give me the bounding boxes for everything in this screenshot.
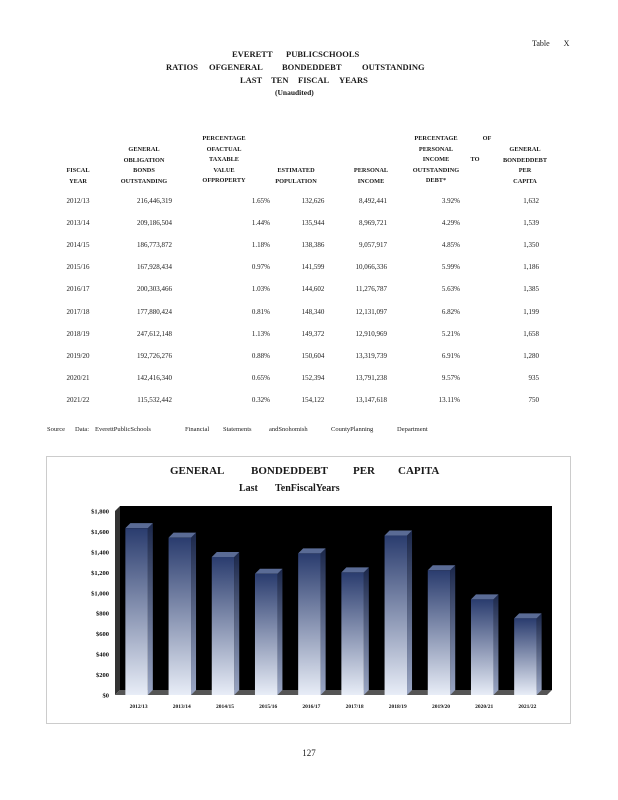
table-cell: 152,394 (301, 373, 325, 382)
table-cell: 200,303,466 (137, 285, 172, 294)
table-cell: 0.88% (251, 351, 270, 360)
table-cell: 2021/22 (66, 395, 90, 404)
source-word: Data: (75, 426, 90, 433)
header-text: POPULATION (275, 177, 317, 185)
table-cell: 177,880,424 (137, 307, 172, 316)
table-cell: 167,928,434 (137, 263, 172, 272)
x-tick-label: 2016/17 (302, 704, 321, 710)
bar (169, 538, 191, 695)
table-cell: 1,350 (523, 241, 539, 250)
table-cell: 1.65% (251, 197, 270, 205)
chart-subtitle-word: Last (239, 483, 258, 494)
header-fiscal-year (58, 166, 98, 187)
table-label (532, 39, 569, 48)
table-cell: 2014/15 (66, 241, 90, 250)
y-tick-label: $1,800 (91, 508, 109, 516)
bar (428, 570, 450, 695)
header-of: OF (482, 135, 492, 142)
table-cell: 0.65% (251, 373, 270, 382)
table-row (0, 263, 618, 273)
bar-side (148, 523, 153, 695)
table-row (0, 374, 618, 384)
y-tick-label: $200 (96, 672, 109, 680)
header-bonds-outstanding (112, 145, 176, 187)
header-text: OUTSTANDING (412, 166, 460, 174)
header-text: PERCENTAGE (202, 135, 246, 142)
header-to: TO (470, 156, 480, 163)
table-row (0, 241, 618, 251)
bar-side (364, 567, 369, 695)
header-pct-property (194, 134, 254, 187)
table-cell: 750 (528, 395, 539, 404)
table-row (0, 396, 618, 406)
bar-side (493, 594, 498, 695)
title-word: OFGENERAL (209, 62, 263, 72)
table-cell: 1.03% (251, 285, 270, 294)
table-cell: 12,910,969 (355, 329, 387, 338)
y-tick-label: $1,000 (91, 590, 109, 598)
header-text: ESTIMATED (277, 167, 315, 174)
table-cell: 150,604 (301, 351, 325, 360)
source-word: Statements (223, 426, 252, 433)
table-cell: 1,199 (523, 307, 539, 316)
x-tick-label: 2018/19 (388, 704, 407, 710)
source-word: EverettPublicSchools (95, 426, 151, 433)
table-cell: 149,372 (301, 329, 325, 338)
table-word: Table (532, 39, 550, 48)
table-cell: 3.92% (441, 197, 460, 205)
chart-canvas (47, 457, 572, 725)
table-cell: 1,539 (523, 219, 539, 228)
bar-side (191, 533, 196, 695)
table-cell: 1,385 (523, 285, 539, 294)
title-word: RATIOS (166, 62, 198, 72)
table-cell: 5.99% (441, 263, 460, 272)
table-row (0, 308, 618, 318)
y-tick-label: $1,400 (91, 549, 109, 557)
table-cell: 154,122 (301, 395, 325, 404)
table-cell: 2020/21 (66, 373, 90, 382)
table-cell: 247,612,148 (137, 329, 172, 338)
table-cell: 13.11% (438, 395, 460, 404)
header-text: GENERAL (509, 146, 541, 153)
table-cell: 148,340 (301, 307, 325, 316)
title-word: TEN (271, 75, 289, 85)
header-text: PERCENTAGE (414, 135, 458, 142)
table-row (0, 285, 618, 295)
source-word: CountyPlanning (331, 426, 374, 433)
header-text: OFACTUAL (206, 145, 242, 153)
table-cell: 8,969,721 (359, 219, 387, 228)
header-population (270, 166, 322, 187)
table-cell: 1,658 (523, 329, 539, 338)
header-text: YEAR (69, 177, 87, 185)
header-text: BONDS (133, 167, 155, 174)
table-cell: 10,066,336 (355, 263, 387, 272)
table-cell: 209,186,504 (137, 219, 172, 228)
table-cell: 13,791,238 (355, 373, 387, 382)
table-cell: 1.18% (251, 241, 270, 250)
table-cell: 4.29% (441, 219, 460, 228)
table-cell: 2013/14 (66, 219, 90, 228)
x-tick-label: 2015/16 (259, 704, 278, 710)
table-cell: 4.85% (441, 241, 460, 250)
bar (255, 574, 277, 695)
bar (385, 536, 407, 695)
table-cell: 132,626 (301, 197, 325, 205)
header-text: PER (518, 167, 532, 174)
bar (125, 528, 147, 695)
table-row (0, 330, 618, 340)
table-cell: 2016/17 (66, 285, 90, 294)
bar-side (277, 569, 282, 695)
table-cell: 216,446,319 (137, 197, 172, 205)
table-cell: 0.32% (251, 395, 270, 404)
table-cell: 1,186 (523, 263, 539, 272)
title-word: LAST (240, 75, 263, 85)
title-word: PUBLICSCHOOLS (286, 49, 360, 59)
page-number: 127 (302, 748, 316, 758)
table-cell: 13,319,739 (355, 351, 387, 360)
header-text: GENERAL (128, 146, 160, 153)
x-tick-label: 2012/13 (129, 704, 148, 710)
table-row (0, 219, 618, 229)
y-tick-label: $600 (96, 631, 109, 639)
header-text: INCOME (422, 156, 450, 163)
title-word: FISCAL (298, 75, 330, 85)
bar-side (407, 531, 412, 695)
bar-side (234, 552, 239, 695)
table-cell: 142,416,340 (137, 373, 172, 382)
unaudited-note: (Unaudited) (275, 88, 314, 97)
table-cell: 1,280 (523, 351, 539, 360)
table-cell: 1,632 (523, 197, 539, 205)
table-cell: 2015/16 (66, 263, 90, 272)
table-cell: 141,599 (301, 263, 325, 272)
y-tick-label: $0 (102, 692, 109, 700)
header-text: OUTSTANDING (120, 177, 168, 185)
table-cell: 138,386 (301, 241, 325, 250)
source-word: Source (47, 426, 66, 433)
y-tick-label: $1,600 (91, 528, 109, 536)
table-cell: 192,726,276 (137, 351, 172, 360)
table-row (0, 197, 618, 207)
title-word: YEARS (339, 75, 368, 85)
header-per-capita (496, 145, 554, 187)
bar (514, 618, 536, 695)
chart-title-word: PER (353, 465, 375, 477)
x-tick-label: 2021/22 (518, 704, 537, 710)
bar (471, 599, 493, 695)
header-text: VALUE (213, 166, 235, 174)
header-text: OFPROPERTY (202, 177, 246, 184)
table-cell: 11,276,787 (355, 285, 387, 294)
table-cell: 144,602 (301, 285, 325, 294)
bar (298, 553, 320, 695)
y-tick-label: $800 (96, 610, 109, 618)
header-text: CAPITA (513, 177, 537, 185)
x-tick-label: 2014/15 (215, 704, 235, 710)
table-cell: 2018/19 (66, 329, 90, 338)
chart-title-word: CAPITA (398, 465, 440, 477)
table-cell: 6.91% (441, 351, 460, 360)
bar (341, 572, 363, 695)
header-text: OBLIGATION (123, 156, 165, 164)
table-cell: 8,492,441 (359, 197, 387, 205)
header-pct-income (408, 134, 464, 187)
chart-title-word: BONDEDDEBT (251, 465, 329, 477)
y-tick-label: $1,200 (91, 569, 109, 577)
x-tick-label: 2019/20 (431, 704, 451, 710)
y-tick-label: $400 (96, 651, 109, 659)
table-cell: 935 (528, 373, 539, 382)
bar-side (450, 565, 455, 695)
source-word: andSnohomish (269, 426, 308, 433)
table-cell: 13,147,618 (355, 395, 387, 404)
header-personal-income (348, 166, 394, 187)
header-text: PERSONAL (418, 145, 454, 153)
header-text: PERSONAL (353, 167, 389, 174)
table-cell: 0.81% (251, 307, 270, 316)
source-word: Financial (185, 426, 210, 433)
table-cell: 5.21% (441, 329, 460, 338)
header-text: INCOME (357, 177, 385, 185)
title-word: OUTSTANDING (362, 62, 425, 72)
table-cell: 6.82% (441, 307, 460, 316)
x-tick-label: 2017/18 (345, 704, 364, 710)
table-cell: 12,131,097 (355, 307, 387, 316)
bar-side (537, 613, 542, 695)
table-cell: 9,057,917 (359, 241, 387, 250)
x-tick-label: 2013/14 (172, 704, 191, 710)
table-cell: 1.44% (251, 219, 270, 228)
table-cell: 2019/20 (66, 351, 90, 360)
table-cell: 9.57% (441, 373, 460, 382)
title-word: EVERETT (232, 49, 273, 59)
table-cell: 2017/18 (66, 307, 90, 316)
table-row (0, 352, 618, 362)
header-text: DEBT* (425, 177, 447, 184)
source-word: Department (397, 426, 428, 433)
table-cell: 135,944 (301, 219, 325, 228)
table-cell: 115,532,442 (137, 395, 172, 404)
per-capita-chart (46, 456, 571, 724)
header-text: BONDEDDEBT (502, 156, 548, 164)
table-letter: X (563, 39, 570, 48)
bar (212, 557, 234, 695)
plot-left-wall (115, 506, 120, 695)
chart-title-word: GENERAL (170, 465, 225, 477)
table-cell: 0.97% (251, 263, 270, 272)
table-cell: 1.13% (251, 329, 270, 338)
table-cell: 186,773,872 (137, 241, 172, 250)
chart-subtitle-word: TenFiscalYears (275, 483, 340, 494)
bar-side (321, 548, 326, 695)
table-cell: 5.63% (441, 285, 460, 294)
title-word: BONDEDDEBT (282, 62, 342, 72)
header-text: TAXABLE (209, 156, 239, 163)
header-text: FISCAL (66, 167, 90, 174)
x-tick-label: 2020/21 (475, 704, 494, 710)
table-cell: 2012/13 (66, 197, 90, 205)
